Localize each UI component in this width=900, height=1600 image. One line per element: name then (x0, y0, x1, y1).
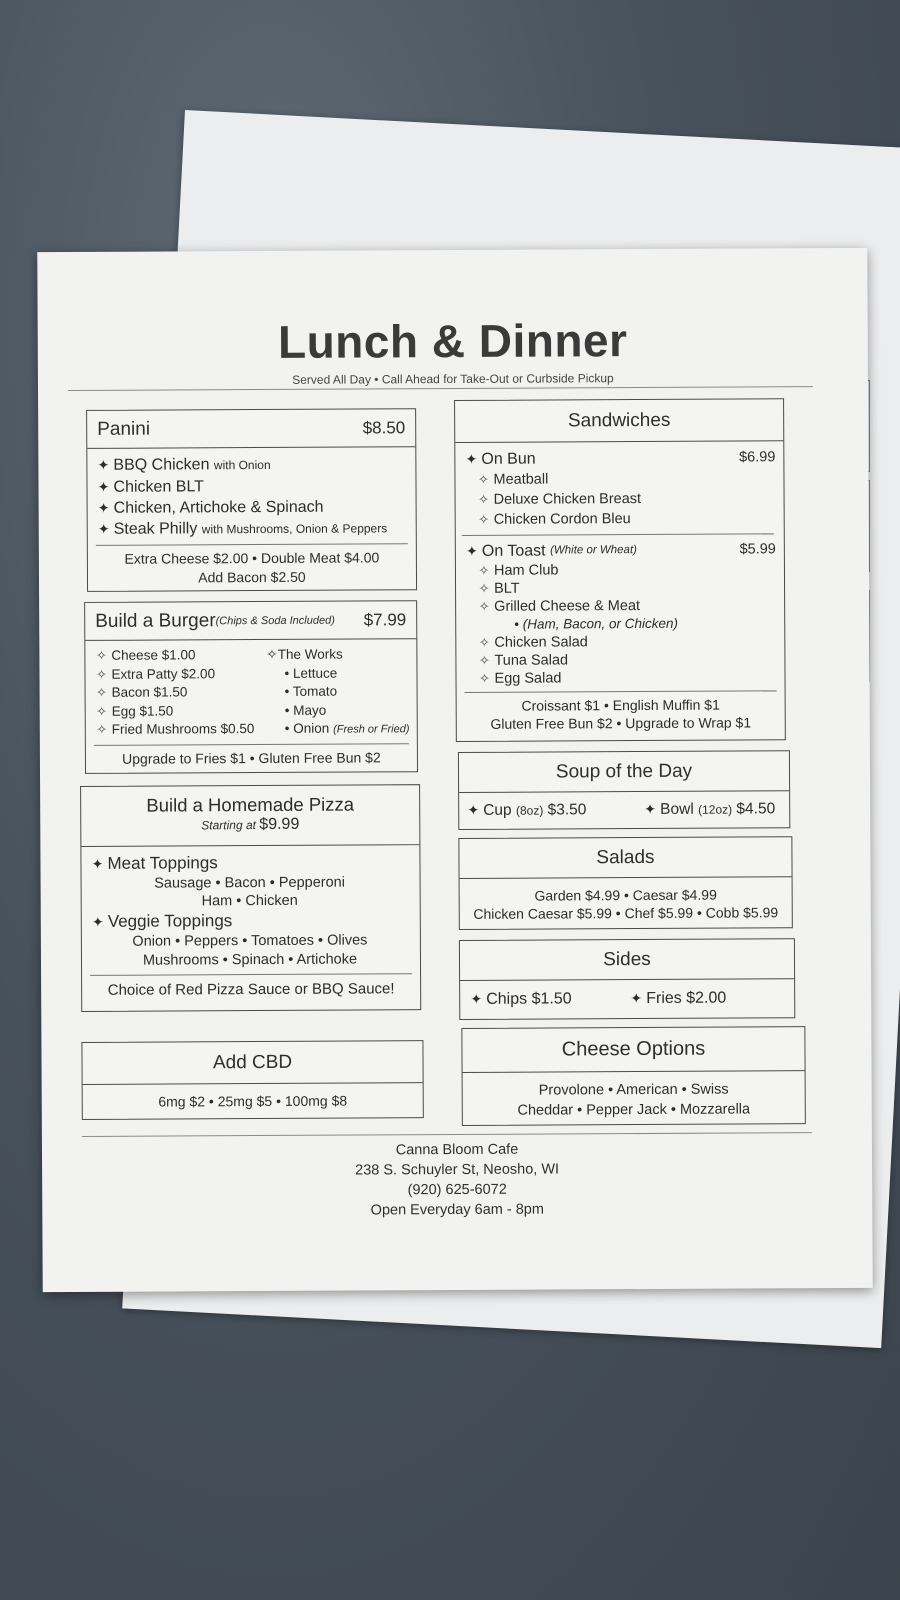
list-item: ✧ Bacon $1.50 (92, 683, 267, 702)
pizza-title: Build a Homemade Pizza (146, 793, 355, 816)
salads-title: Salads (596, 846, 655, 868)
cafe-hours: Open Everyday 6am - 8pm (370, 1201, 544, 1219)
list-item: • Lettuce (284, 665, 338, 681)
list-item: ✦ Steak Philly with Mushrooms, Onion & Peppers (94, 517, 408, 541)
sandwiches-box (454, 398, 786, 742)
list-item: ✧ Chicken Salad (462, 632, 776, 652)
list-item: ✧ Egg Salad (462, 668, 776, 688)
cbd-options: 6mg $2 • 25mg $5 • 100mg $8 (158, 1092, 348, 1110)
sides-options (460, 979, 794, 1018)
burger-divider (94, 743, 409, 746)
hollow-star-icon: ✧ (479, 670, 491, 686)
panini-list (87, 447, 415, 541)
star-bullet-icon: ✦ (644, 800, 657, 818)
hollow-star-icon: ✧ (478, 511, 490, 527)
list-item: ✧ Chicken Cordon Bleu (462, 508, 776, 530)
on-toast-row: ✦ On Toast (White or Wheat) $5.99 (462, 539, 776, 562)
pizza-toppings (81, 845, 420, 971)
hollow-star-icon: ✧ (96, 721, 108, 737)
sandwiches-list (455, 441, 784, 688)
sandwich-extras-1: Croissant $1 • English Muffin $1 (521, 696, 720, 714)
star-bullet-icon: ✦ (97, 499, 110, 516)
veggie-toppings-label: ✦ Veggie Toppings (88, 909, 412, 933)
panini-price: $8.50 (362, 417, 406, 437)
cafe-name: Canna Bloom Cafe (395, 1141, 519, 1159)
pizza-divider (90, 973, 412, 976)
list-item: ✦ Chicken, Artichoke & Spinach (94, 496, 408, 519)
sandwich-divider (462, 533, 774, 536)
list-item: ✧ Extra Patty $2.00 (91, 664, 266, 683)
hollow-star-icon: ✧ (478, 562, 490, 578)
hollow-star-icon: ✧ (478, 598, 490, 614)
list-item: ✧ Ham Club (462, 560, 776, 580)
soup-options (459, 791, 789, 828)
side-fries: ✦ Fries $2.00 (626, 980, 726, 1018)
salads-line-2: Chicken Caesar $5.99 • Chef $5.99 • Cobb $5.99 (473, 904, 779, 922)
cafe-phone: (920) 625-6072 (407, 1181, 507, 1199)
salads-list (460, 877, 792, 923)
salads-box (458, 836, 792, 930)
list-item: ✧ Egg $1.50 (92, 701, 267, 720)
cheese-list (463, 1071, 805, 1121)
soup-header (459, 751, 789, 793)
list-item: ✦ Chicken BLT (93, 475, 407, 498)
list-item: ✧ Tuna Salad (462, 650, 776, 670)
hollow-star-icon: ✧ (95, 647, 107, 663)
panini-title: Panini (97, 418, 151, 440)
side-chips: ✦ Chips $1.50 (466, 980, 626, 1018)
hollow-star-icon: ✧ (477, 471, 489, 487)
star-bullet-icon: ✦ (97, 520, 110, 537)
panini-header (87, 409, 415, 449)
soup-box (458, 750, 790, 830)
cbd-box (81, 1040, 423, 1120)
hollow-star-icon: ✧ (95, 666, 107, 682)
cheese-box (461, 1026, 806, 1126)
cafe-address: 238 S. Schuyler St, Neosho, WI (355, 1161, 560, 1179)
burger-footer: Upgrade to Fries $1 • Gluten Free Bun $2 (122, 748, 381, 767)
menu-title: Lunch & Dinner (277, 314, 628, 368)
menu-subtitle: Served All Day • Call Ahead for Take-Out or Curbside Pickup (292, 371, 614, 387)
list-item: • Tomato (284, 683, 338, 699)
burger-header (85, 601, 416, 641)
star-bullet-icon: ✦ (97, 456, 110, 473)
list-item: • Mayo (284, 702, 327, 718)
list-item: ✦ BBQ Chicken with Onion (93, 453, 407, 477)
cbd-header (82, 1041, 422, 1085)
burger-addons (91, 646, 266, 740)
soup-bowl: ✦ Bowl (12oz) $4.50 (640, 791, 775, 827)
hollow-star-icon: ✧ (96, 684, 108, 700)
menu-page (37, 248, 872, 1292)
list-item: ✧The Works (266, 646, 343, 662)
footer-divider (82, 1132, 812, 1137)
star-bullet-icon: ✦ (630, 990, 643, 1007)
meat-toppings-1: Sausage • Bacon • Pepperoni (154, 874, 345, 892)
list-item: ✧ Meatball (461, 468, 775, 490)
cheese-line-1: Provolone • American • Swiss (538, 1081, 729, 1099)
sandwiches-title: Sandwiches (567, 409, 671, 431)
list-item: ✧ Fried Mushrooms $0.50 (92, 720, 267, 739)
pizza-header (81, 785, 419, 847)
burger-note: (Chips & Soda Included) (215, 614, 335, 627)
cheese-header (462, 1027, 804, 1073)
star-bullet-icon: ✦ (91, 913, 104, 930)
pizza-footer: Choice of Red Pizza Sauce or BBQ Sauce! (107, 980, 395, 999)
hollow-star-icon: ✧ (478, 491, 490, 507)
meat-toppings-label: ✦ Meat Toppings (87, 851, 411, 875)
list-item: ✧ Grilled Cheese & Meat (462, 596, 776, 616)
hollow-star-icon: ✧ (478, 652, 490, 668)
hollow-star-icon: ✧ (478, 634, 490, 650)
soup-cup: ✦ Cup (8oz) $3.50 (463, 792, 586, 828)
hollow-star-icon: ✧ (266, 646, 278, 662)
pizza-box (80, 784, 421, 1012)
sides-header (460, 939, 794, 981)
salads-line-1: Garden $4.99 • Caesar $4.99 (534, 886, 717, 904)
meat-toppings-2: Ham • Chicken (201, 892, 298, 910)
burger-title: Build a Burger (95, 609, 216, 632)
on-bun-row: ✦ On Bun $6.99 (461, 447, 775, 470)
hollow-star-icon: ✧ (96, 703, 108, 719)
panini-extras-1: Extra Cheese $2.00 • Double Meat $4.00 (124, 549, 380, 567)
salads-header (459, 837, 791, 879)
star-bullet-icon: ✦ (467, 801, 480, 818)
sandwich-footer-divider (465, 690, 777, 693)
cheese-title: Cheese Options (561, 1037, 706, 1061)
sides-box (459, 938, 795, 1020)
burger-price: $7.99 (363, 609, 407, 629)
meat-choice-note: • (Ham, Bacon, or Chicken) (514, 615, 679, 632)
veggie-toppings-2: Mushrooms • Spinach • Artichoke (142, 951, 358, 969)
burger-works (266, 645, 409, 739)
list-item: • Onion (Fresh or Fried) (284, 720, 410, 736)
soup-title: Soup of the Day (555, 760, 693, 782)
pizza-starting: Starting at $9.99 (201, 815, 300, 834)
star-bullet-icon: ✦ (97, 478, 110, 495)
list-item: ✧ Deluxe Chicken Breast (462, 488, 776, 510)
panini-box (86, 408, 417, 592)
list-item: ✧ Cheese $1.00 (91, 646, 266, 665)
sides-title: Sides (603, 948, 651, 970)
list-item: ✧ BLT (462, 578, 776, 598)
sandwich-extras-2: Gluten Free Bun $2 • Upgrade to Wrap $1 (490, 714, 752, 732)
panini-divider (96, 543, 408, 546)
star-bullet-icon: ✦ (470, 990, 483, 1007)
sandwiches-header (455, 399, 783, 443)
star-bullet-icon: ✦ (465, 542, 478, 559)
star-bullet-icon: ✦ (465, 450, 478, 467)
burger-box (84, 600, 418, 774)
cbd-title: Add CBD (212, 1051, 293, 1073)
burger-options (85, 639, 417, 740)
cheese-line-2: Cheddar • Pepper Jack • Mozzarella (517, 1101, 751, 1119)
panini-extras-2: Add Bacon $2.50 (198, 568, 306, 586)
veggie-toppings-1: Onion • Peppers • Tomatoes • Olives (132, 932, 368, 950)
cafe-info (42, 1138, 872, 1222)
star-bullet-icon: ✦ (91, 855, 104, 872)
hollow-star-icon: ✧ (478, 580, 490, 596)
